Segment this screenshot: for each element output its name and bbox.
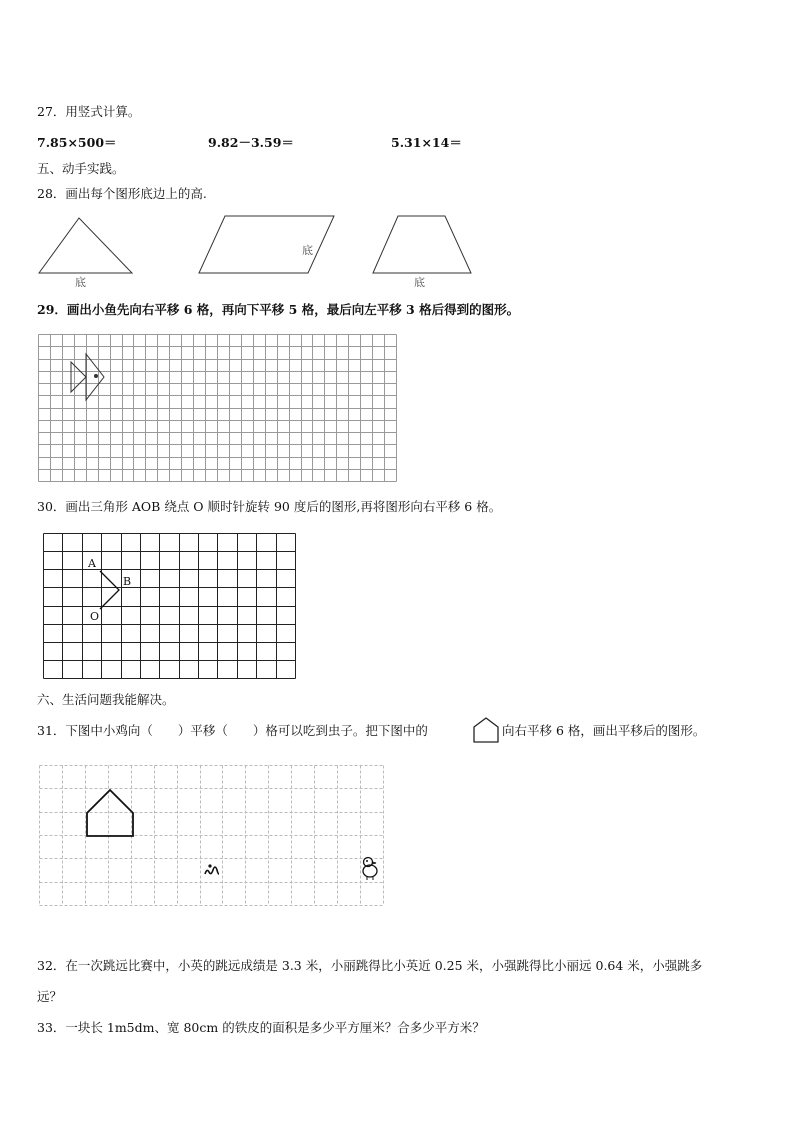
q28-shapes — [0, 210, 794, 290]
parallelogram-shape — [199, 216, 334, 273]
q31-title-part2: 向右平移 6 格，画出平移后的图形。 — [502, 723, 706, 738]
triangle-base-label: 底 — [75, 276, 86, 289]
q31-title-part1: 31．下图中小鸡向（ ）平移（ ）格可以吃到虫子。把下图中的 — [37, 723, 428, 738]
q30-grid — [43, 533, 303, 683]
q30-title: 30．画出三角形 AOB 绕点 O 顺时针旋转 90 度后的图形,再将图形向右平移 6 格。 — [37, 499, 502, 514]
q28-title: 28．画出每个图形底边上的高. — [37, 186, 207, 201]
triangle-aob — [100, 571, 119, 609]
parallelogram-base-label: 底 — [302, 244, 313, 257]
q27-item-1: 7.85×500＝ — [37, 135, 117, 150]
q31-grid — [39, 765, 389, 910]
q32-line1: 32．在一次跳远比赛中，小英的跳远成绩是 3.3 米，小丽跳得比小英近 0.25 米，小强跳得比小丽远 0.64 米，小强跳多 — [37, 958, 703, 973]
q27-title: 27．用竖式计算。 — [37, 104, 141, 119]
q33-title: 33．一块长 1m5dm、宽 80cm 的铁皮的面积是多少平方厘米？合多少平方米？ — [37, 1020, 485, 1035]
q32-line2: 远？ — [37, 989, 63, 1004]
label-a: A — [88, 557, 96, 570]
q29-grid — [38, 334, 398, 482]
chick-icon — [363, 858, 377, 881]
pentagon-house-icon — [472, 716, 500, 744]
label-b: B — [123, 575, 132, 588]
section-6-heading: 六、生活问题我能解决。 — [37, 692, 175, 707]
triangle-shape — [39, 218, 132, 273]
trapezoid-base-label: 底 — [414, 276, 425, 289]
q29-title: 29．画出小鱼先向右平移 6 格，再向下平移 5 格，最后向左平移 3 格后得到的图形。 — [37, 302, 520, 317]
worm-icon — [205, 864, 219, 874]
fish-icon — [71, 354, 104, 400]
q27-item-3: 5.31×14＝ — [391, 135, 462, 150]
q27-item-2: 9.82－3.59＝ — [208, 135, 294, 150]
section-5-heading: 五、动手实践。 — [37, 161, 125, 176]
trapezoid-shape — [373, 216, 471, 273]
label-o: O — [90, 610, 100, 623]
